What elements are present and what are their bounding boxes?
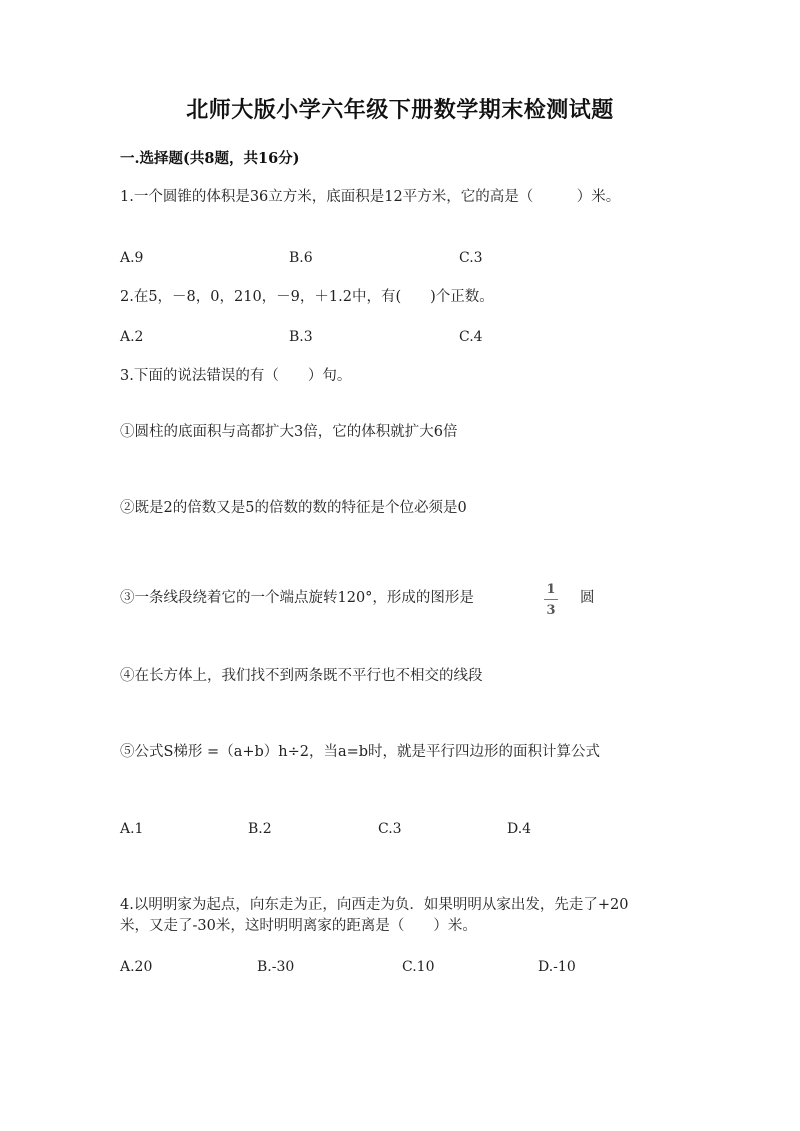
question-3-option-c: C.3 [378, 821, 402, 837]
question-4-text-line-1: 4.以明明家为起点，向东走为正，向西走为负．如果明明从家出发，先走了+20 [120, 897, 629, 913]
question-2-option-c: C.4 [459, 329, 483, 345]
question-4-option-a: A.20 [120, 959, 153, 975]
section-heading: 一.选择题(共8题，共16分) [120, 150, 300, 167]
question-1-option-c: C.3 [459, 250, 483, 266]
question-3-statement-2: ②既是2的倍数又是5的倍数的数的特征是个位必须是0 [120, 500, 467, 516]
fraction-bar [544, 599, 558, 600]
fraction-denominator: 3 [546, 603, 556, 618]
question-3-statement-4: ④在长方体上，我们找不到两条既不平行也不相交的线段 [120, 668, 483, 684]
question-2-option-a: A.2 [120, 329, 144, 345]
question-3-option-d: D.4 [507, 821, 532, 837]
question-1-option-a: A.9 [120, 250, 144, 266]
question-2-option-b: B.3 [289, 329, 313, 345]
question-1-option-b: B.6 [289, 250, 313, 266]
page-title: 北师大版小学六年级下册数学期末检测试题 [186, 97, 614, 123]
question-2-text: 2.在5，－8，0，210，－9，＋1.2中，有( )个正数。 [120, 289, 494, 305]
question-3-text: 3.下面的说法错误的有（ ）句。 [120, 368, 352, 384]
question-3-statement-5: ⑤公式S梯形 =（a+b）h÷2，当a=b时，就是平行四边形的面积计算公式 [120, 744, 601, 760]
question-3-statement-3: ③一条线段绕着它的一个端点旋转120°，形成的图形是 [120, 590, 474, 606]
question-1-text: 1.一个圆锥的体积是36立方米，底面积是12平方米，它的高是（ ）米。 [120, 189, 621, 205]
question-4-option-c: C.10 [402, 959, 435, 975]
question-3-option-a: A.1 [120, 821, 144, 837]
fraction-numerator: 1 [546, 582, 556, 597]
question-4-text-line-2: 米，又走了-30米，这时明明离家的距离是（ ）米。 [120, 918, 477, 934]
question-3-statement-3-suffix: 圆 [580, 590, 595, 606]
question-3-option-b: B.2 [248, 821, 272, 837]
question-4-option-d: D.-10 [538, 959, 576, 975]
fraction-one-third [544, 583, 558, 617]
question-3-statement-1: ①圆柱的底面积与高都扩大3倍，它的体积就扩大6倍 [120, 424, 458, 440]
question-4-option-b: B.-30 [257, 959, 295, 975]
